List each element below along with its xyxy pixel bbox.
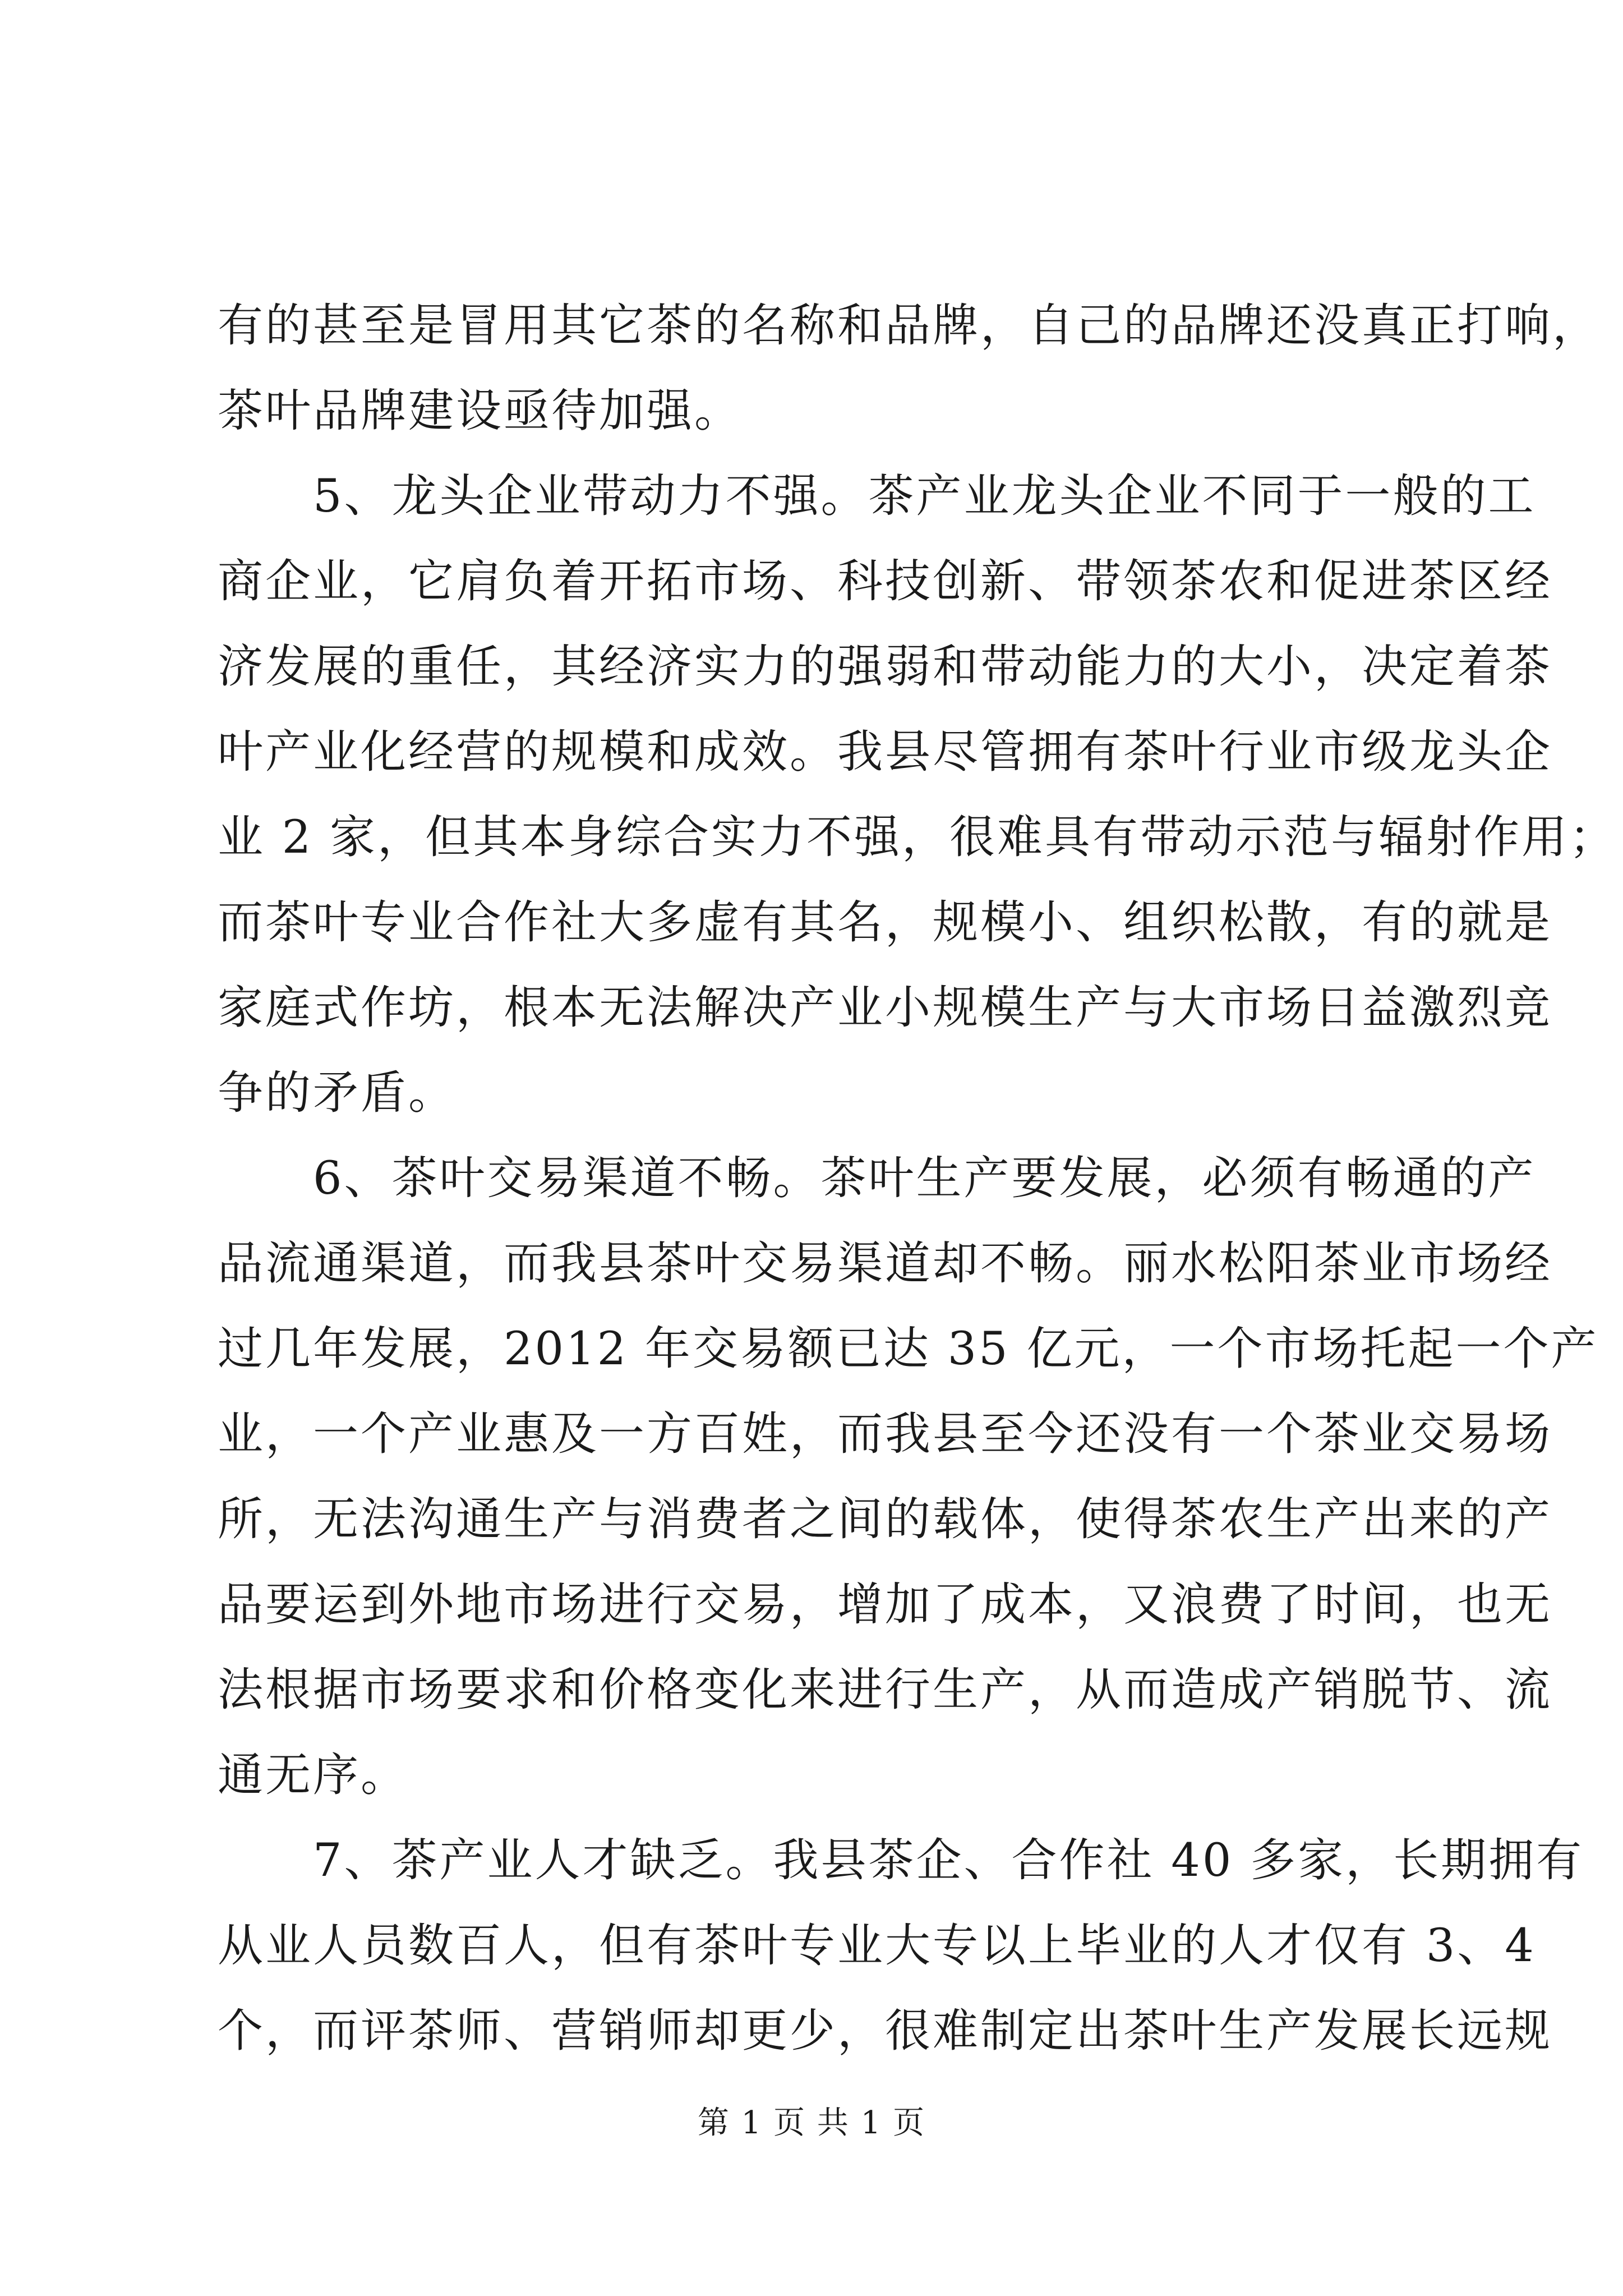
text-line: 7、茶产业人才缺乏。我县茶企、合作社 40 多家，长期拥有 [313,1834,1584,1887]
paragraph-talent-shortage [218,1818,1584,2074]
text-line: 6、茶叶交易渠道不畅。茶叶生产要发展，必须有畅通的产 [313,1152,1536,1205]
page-footer [0,2104,1623,2143]
page-number: 第 1 页 共 1 页 [697,2105,926,2141]
text-line: 济发展的重任，其经济实力的强弱和带动能力的大小，决定着茶 [218,641,1553,693]
text-line: 业 2 家，但其本身综合实力不强，很难具有带动示范与辐射作用； [218,811,1617,864]
document-body [218,283,1617,2074]
paragraph-leading-enterprises [218,454,1617,1136]
text-line: 商企业，它肩负着开拓市场、科技创新、带领茶农和促进茶区经 [218,555,1553,608]
text-line: 业，一个产业惠及一方百姓，而我县至今还没有一个茶业交易场 [218,1408,1553,1461]
text-line: 法根据市场要求和价格变化来进行生产，从而造成产销脱节、流 [218,1664,1553,1717]
text-line: 过几年发展，2012 年交易额已达 35 亿元，一个市场托起一个产 [218,1323,1599,1375]
paragraph-trade-channels [218,1136,1599,1818]
text-line: 茶叶品牌建设亟待加强。 [218,385,743,438]
text-line: 争的矛盾。 [218,1067,457,1120]
text-line: 而茶叶专业合作社大多虚有其名，规模小、组织松散，有的就是 [218,896,1553,949]
text-line: 5、龙头企业带动力不强。茶产业龙头企业不同于一般的工 [313,470,1536,523]
text-line: 品流通渠道，而我县茶叶交易渠道却不畅。丽水松阳茶业市场经 [218,1237,1553,1290]
text-line: 叶产业化经营的规模和成效。我县尽管拥有茶叶行业市级龙头企 [218,726,1553,779]
text-line: 个，而评茶师、营销师却更少，很难制定出茶叶生产发展长远规 [218,2005,1553,2058]
text-line: 品要运到外地市场进行交易，增加了成本，又浪费了时间，也无 [218,1579,1553,1631]
text-line: 家庭式作坊，根本无法解决产业小规模生产与大市场日益激烈竞 [218,982,1553,1034]
text-line: 有的甚至是冒用其它茶的名称和品牌，自己的品牌还没真正打响， [218,300,1601,352]
text-line: 通无序。 [218,1749,409,1802]
paragraph-brand-continuation [218,283,1601,454]
text-line: 从业人员数百人，但有茶叶专业大专以上毕业的人才仅有 3、4 [218,1920,1536,1972]
text-line: 所，无法沟通生产与消费者之间的载体，使得茶农生产出来的产 [218,1493,1553,1546]
